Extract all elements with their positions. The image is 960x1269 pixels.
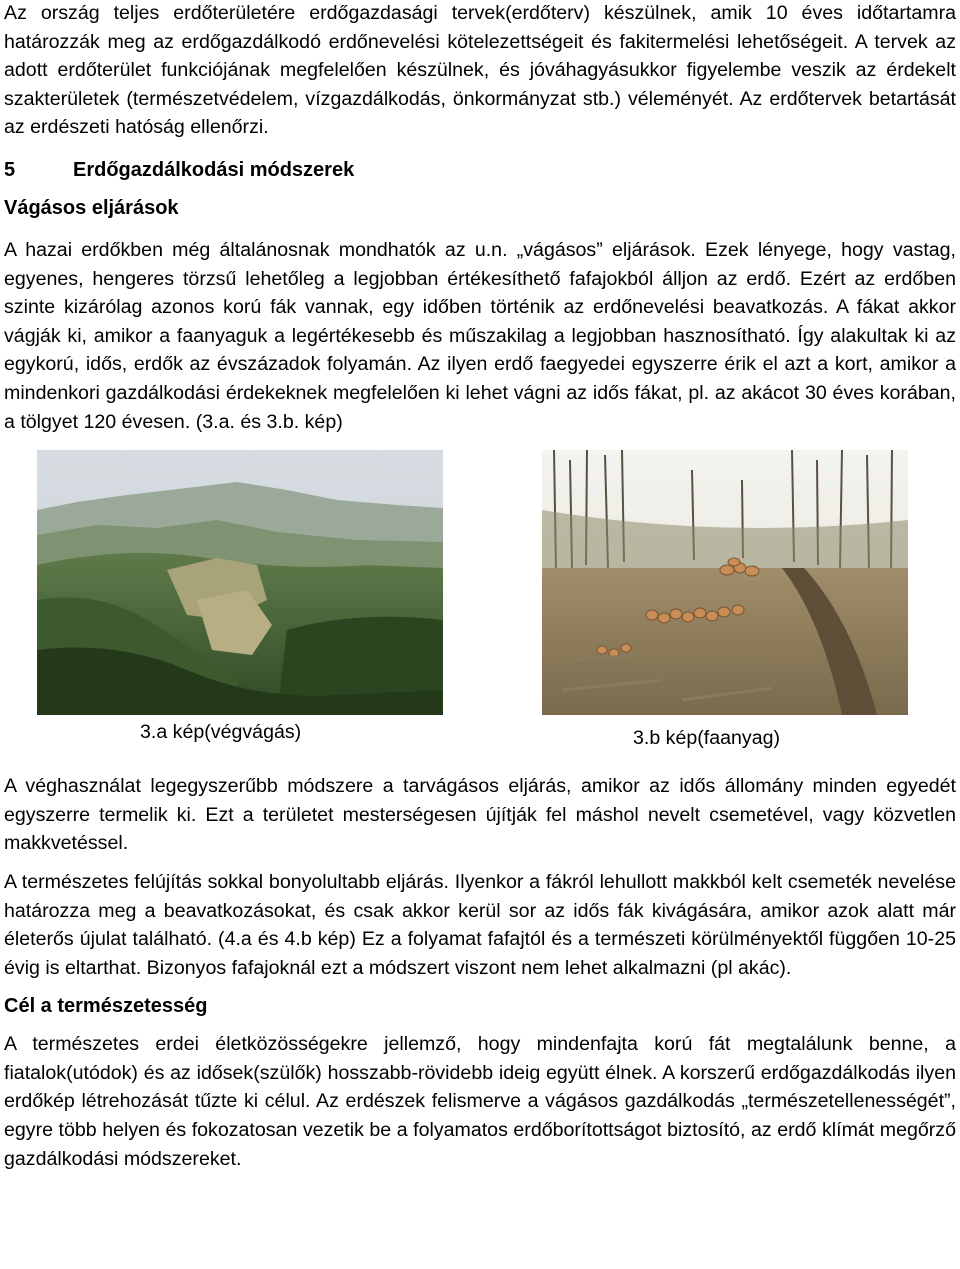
spacer — [4, 142, 956, 156]
spacer — [4, 762, 956, 772]
document-page — [4, 0, 956, 1173]
termeszetesseg-paragraph: A természetes erdei életközösségekre jellemző, hogy mindenfajta korú fát megtalálunk benne, a fiatalok(utódok) és az idősek(szülők) hosszabb-rövidebb ideig együtt élnek. A korszerű erdőgazdálkodás ilyen erdőkép létrehozását tűzte ki célul. Az erdészek felismerve a vágásos gazdálkodás „természetellenességét”, egyre több helyen és fokozatosan vezetik be a folyamatos erdőborítottságot biztosító, az erdő klímát megőrző gazdálkodási módszereket. — [4, 1033, 956, 1170]
figure-caption-b: 3.b kép(faanyag) — [633, 727, 781, 750]
intro-paragraph: Az ország teljes erdőterületére erdőgazdasági tervek(erdőterv) készülnek, amik 10 éves időtartamra határozzák meg az erdőgazdálkodó erdőnevelési kötelezettségeit és fakitermelési lehetőségeit. A tervek az adott erdőterület funkciójának megfelelően készülnek, és jóváhagyásukkor figyelembe veszik az érdekelt szakterületek (természetvédelem, vízgazdálkodás, önkormányzat stb.) véleményét. Az erdőtervek betartását az erdészeti hatóság ellenőrzi. — [4, 2, 956, 139]
subsection-heading: Cél a természetesség — [4, 995, 208, 1018]
spacer — [4, 184, 956, 194]
section-number: 5 — [4, 158, 16, 181]
subsection-heading: Vágásos eljárások — [4, 196, 179, 219]
clearcut-landscape-photo — [37, 450, 443, 715]
figure-row — [4, 450, 956, 762]
spacer — [4, 222, 956, 236]
spacer — [4, 858, 956, 868]
timber-stacks-photo — [542, 450, 908, 715]
vagasos-paragraph: A hazai erdőkben még általánosnak mondhatók az u.n. „vágásos” eljárások. Ezek lényege, hogy vastag, egyenes, hengeres törzsű lehetőleg a legjobban értékesíthető fafajokból álljon az erdő. Ezért az erdőben szinte kizárólag azonos korú fák vannak, egy időben történik az erdőnevelési beavatkozás. A fákat akkor vágják ki, amikor a faanyaguk a legértékesebb és műszakilag a legjobban hasznosítható. Így alakultak ki az egykorú, idős, erdők az évszázadok folyamán. Az ilyen erdő faegyedei egyszerre érik el azt a kort, amikor a mindenkori gazdálkodási érdekeknek megfelelően ki lehet vágni az idős fákat, pl. az akácot 30 éves korában, a tölgyet 120 évesen. (3.a. és 3.b. kép) — [4, 238, 956, 433]
termeszetes-felujitas-paragraph: A természetes felújítás sokkal bonyolultabb eljárás. Ilyenkor a fákról lehullott makkból kelt csemeték nevelése határozza meg a beavatkozásokat, és csak akkor kerül sor az idős fák kivágására, amikor azok alatt már életerős újulat található. (4.a és 4.b kép) Ez a folyamat fafajtól és a természeti körülményektől függően 10-25 évig is eltarthat. Bizonyos fafajoknál ezt a módszert viszont nem lehet alkalmazni (pl akác). — [4, 870, 956, 979]
section-heading — [4, 156, 956, 184]
spacer — [4, 1020, 956, 1030]
tarvagas-paragraph: A véghasználat legegyszerűbb módszere a tarvágásos eljárás, amikor az idős állomány minden egyedét egyszerre termelik ki. Ezt a területet mesterségesen újítják fel máshol nevelt csemetével, vagy közvetlen makkvetéssel. — [4, 775, 956, 855]
spacer — [4, 982, 956, 992]
section-title: Erdőgazdálkodási módszerek — [73, 158, 355, 181]
figure-caption-a: 3.a kép(végvágás) — [140, 721, 302, 744]
